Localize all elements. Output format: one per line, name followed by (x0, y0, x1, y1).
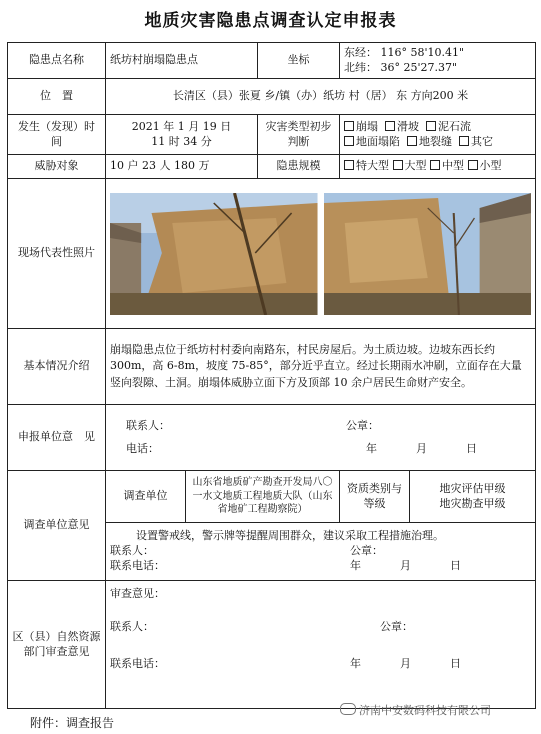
review-cell (106, 581, 536, 709)
scale-checkbox[interactable]: 特大型 (344, 159, 389, 172)
survey-contact: 联系人： (110, 544, 154, 558)
east-coord: 东经： 116° 58'10.41" (344, 45, 465, 59)
type-checkbox[interactable]: 滑坡 (385, 120, 419, 133)
review-day: 日 (450, 656, 461, 670)
survey-unit-label: 调查单位 (106, 471, 186, 523)
survey-month: 月 (400, 558, 411, 572)
photos-cell (106, 179, 536, 329)
survey-opinion-cell (106, 523, 536, 581)
qual-1: 地灾评估甲级 (439, 481, 506, 495)
survey-opinion: 设置警戒线，警示牌等提醒周围群众，建议采取工程措施治理。 (136, 529, 444, 543)
site-photo-2 (324, 193, 532, 315)
site-photo-1 (110, 193, 318, 315)
location-value: 长清区（县）张夏 乡/镇（办）纸坊 村（居） 东 方向200 米 (106, 79, 536, 115)
attachment-note: 附件：调查报告 (30, 716, 115, 730)
survey-unit-value: 山东省地质矿产勘查开发局八〇一水文地质工程地质大队（山东省地矿工程勘察院） (186, 471, 340, 523)
review-opinion: 审查意见： (110, 587, 165, 600)
date-value: 2021 年 1 月 19 日 (131, 119, 232, 133)
time-label: 发生（发现）时 间 (8, 115, 106, 155)
basic-info-label: 基本情况介绍 (8, 329, 106, 405)
scale-checkbox[interactable]: 小型 (468, 159, 502, 172)
watermark: 济南中安数码科技有限公司 (340, 702, 491, 718)
survey-day: 日 (450, 558, 461, 572)
qual-value (410, 471, 536, 523)
review-seal: 公章： (380, 619, 413, 633)
review-year: 年 (350, 656, 361, 670)
photos-label: 现场代表性照片 (8, 179, 106, 329)
north-coord: 北纬： 36° 25'27.37" (344, 60, 458, 74)
applicant-month: 月 (416, 441, 427, 455)
qual-label: 资质类别与等级 (340, 471, 410, 523)
wechat-icon (340, 703, 356, 715)
coord-value (340, 43, 536, 79)
type-checkbox[interactable]: 其它 (459, 135, 493, 148)
time-value (106, 115, 258, 155)
survey-seal: 公章： (350, 544, 383, 558)
page-title: 地质灾害隐患点调查认定申报表 (144, 11, 397, 31)
applicant-cell (106, 405, 536, 471)
review-month: 月 (400, 656, 411, 670)
review-phone: 联系电话： (110, 656, 165, 670)
type-checkbox[interactable]: 泥石流 (426, 120, 471, 133)
scale-label: 隐患规模 (258, 155, 340, 179)
survey-year: 年 (350, 558, 361, 572)
scale-options (340, 155, 536, 179)
name-value: 纸坊村崩塌隐患点 (106, 43, 258, 79)
threat-label: 威胁对象 (8, 155, 106, 179)
coord-label: 坐标 (258, 43, 340, 79)
type-checkbox[interactable]: 地裂缝 (407, 135, 452, 148)
review-label: 区（县）自然资源部门审查意见 (8, 581, 106, 709)
review-contact: 联系人： (110, 619, 154, 633)
type-options (340, 115, 536, 155)
location-label: 位 置 (8, 79, 106, 115)
type-checkbox[interactable]: 地面塌陷 (344, 135, 400, 148)
form-table (7, 42, 536, 709)
applicant-contact: 联系人： (126, 418, 170, 432)
threat-value: 10 户 23 人 180 万 (106, 155, 258, 179)
clock-value: 11 时 34 分 (151, 134, 212, 148)
basic-info-text: 崩塌隐患点位于纸坊村村委向南路东，村民房屋后。为土质边坡。边坡东西长约 300m，高 6-8m，坡度 75-85°，部分近乎直立。经过长期雨水冲刷，立面存在大量竖向裂隙、土洞。崩塌体威胁立面下方及顶部 10 余户居民生命财产安全。 (106, 329, 536, 405)
applicant-seal: 公章： (346, 418, 379, 432)
applicant-day: 日 (466, 441, 477, 455)
scale-checkbox[interactable]: 中型 (430, 159, 464, 172)
applicant-label: 申报单位意 见 (8, 405, 106, 471)
survey-phone: 联系电话： (110, 558, 165, 572)
applicant-year: 年 (366, 441, 377, 455)
applicant-phone: 电话： (126, 441, 159, 455)
name-label: 隐患点名称 (8, 43, 106, 79)
survey-label: 调查单位意见 (8, 471, 106, 581)
scale-checkbox[interactable]: 大型 (393, 159, 427, 172)
type-label: 灾害类型初步判断 (258, 115, 340, 155)
qual-2: 地灾勘查甲级 (439, 496, 506, 510)
type-checkbox[interactable]: 崩塌 (344, 120, 378, 133)
